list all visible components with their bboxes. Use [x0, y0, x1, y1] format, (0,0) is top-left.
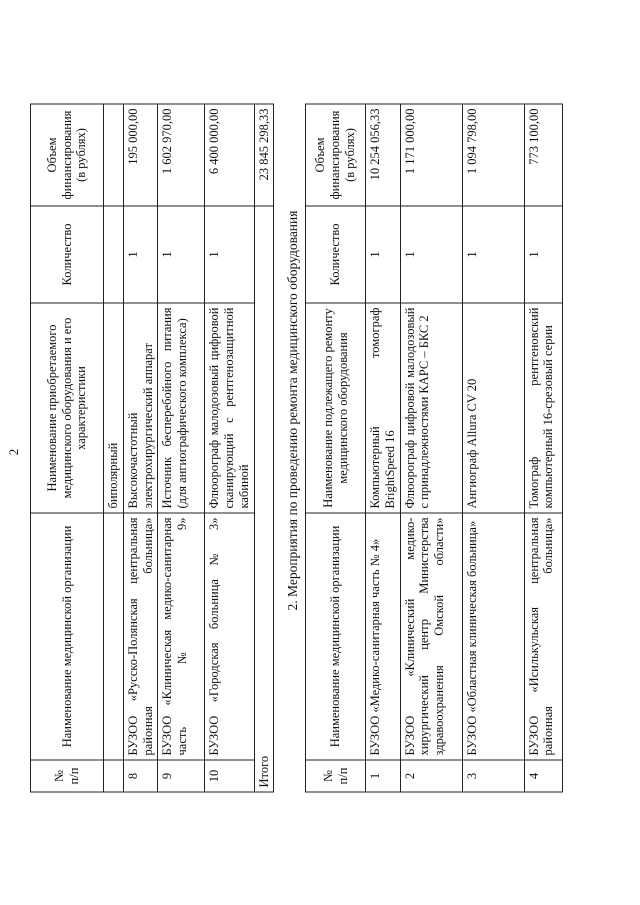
row-equipment: Томограф рентгеновский компьютерный 16-срезовый серии [524, 303, 562, 513]
row-num: 10 [205, 760, 254, 792]
row-quantity: 1 [123, 206, 158, 303]
row-funding: 1 171 000,00 [400, 104, 462, 206]
row-num: 9 [158, 760, 205, 792]
row-funding: 1 602 970,00 [158, 104, 205, 206]
header-funding: Объем финансирования (в рублях) [31, 104, 104, 206]
row-equipment: Компьютерный томограф BrightSpeed 16 [366, 303, 401, 513]
header-funding: Объем финансирования (в рублях) [306, 104, 366, 206]
row-organization: БУЗОО «Городская больница № 3» [205, 513, 254, 760]
table-row [366, 104, 401, 792]
table-row [400, 104, 462, 792]
table-row [462, 104, 524, 792]
table-row [104, 104, 124, 792]
row-quantity: 1 [400, 206, 462, 303]
row-funding: 195 000,00 [123, 104, 158, 206]
row-num: 1 [366, 760, 401, 792]
header-num: № п/п [31, 760, 104, 792]
header-equipment: Наименование подлежащего ремонту медицинского оборудования [306, 303, 366, 513]
row-organization: БУЗОО «Клиническая медико-санитарная часть № 9» [158, 513, 205, 760]
page-number: 2 [6, 448, 21, 456]
row-organization: БУЗОО «Клинический медико-хирургический центр Министерства здравоохранения Омской области» [400, 513, 462, 760]
row-num: 8 [123, 760, 158, 792]
equipment-repair-table [305, 104, 563, 793]
row-organization: БУЗОО «Медико-санитарная часть № 4» [366, 513, 401, 760]
row-equipment: Источник бесперебойного питания (для ангиографического комплекса) [158, 303, 205, 513]
table-row [158, 104, 205, 792]
row-funding: 773 100,00 [524, 104, 562, 206]
row-quantity: 1 [462, 206, 524, 303]
row-quantity: 1 [366, 206, 401, 303]
row-organization: БУЗОО «Исилькульская центральная районная больница» [524, 513, 562, 760]
row-funding: 10 254 056,33 [366, 104, 401, 206]
section-2-title: 2. Мероприятия по проведению ремонта медицинского оборудования [285, 210, 300, 611]
header-num: № п/п [306, 760, 366, 792]
row-num: 3 [462, 760, 524, 792]
header-equipment: Наименование приобретаемого медицинского оборудования и его характеристики [31, 303, 104, 513]
header-quantity: Количество [306, 206, 366, 303]
row-equipment: Флюорограф малодозовый цифровой сканирующий с рентгенозащитной кабиной [205, 303, 254, 513]
header-quantity: Количество [31, 206, 104, 303]
total-row [254, 104, 274, 792]
row-equipment: Ангиограф Allura CV 20 [462, 303, 524, 513]
row-organization: БУЗОО «Областная клиническая больница» [462, 513, 524, 760]
row-num: 4 [524, 760, 562, 792]
header-organization: Наименование медицинской организации [306, 513, 366, 760]
row-quantity: 1 [205, 206, 254, 303]
table-row [123, 104, 158, 792]
table-row [524, 104, 562, 792]
total-label: Итого [254, 206, 274, 792]
row-quantity: 1 [524, 206, 562, 303]
table-header-row [31, 104, 104, 792]
row-organization: БУЗОО «Русско-Полянская центральная районная больница» [123, 513, 158, 760]
table-header-row [306, 104, 366, 792]
row-funding: 6 400 000,00 [205, 104, 254, 206]
total-value: 23 845 298,33 [254, 104, 274, 206]
continuation-cell: биполярный [104, 303, 124, 513]
equipment-purchase-table [30, 104, 274, 793]
table-row [205, 104, 254, 792]
header-organization: Наименование медицинской организации [31, 513, 104, 760]
row-funding: 1 094 798,00 [462, 104, 524, 206]
row-equipment: Высокочастотный электрохирургический аппарат [123, 303, 158, 513]
row-quantity: 1 [158, 206, 205, 303]
row-equipment: Флюорограф цифровой малодозовый с принадлежностями КАРС – БКС 2 [400, 303, 462, 513]
row-num: 2 [400, 760, 462, 792]
